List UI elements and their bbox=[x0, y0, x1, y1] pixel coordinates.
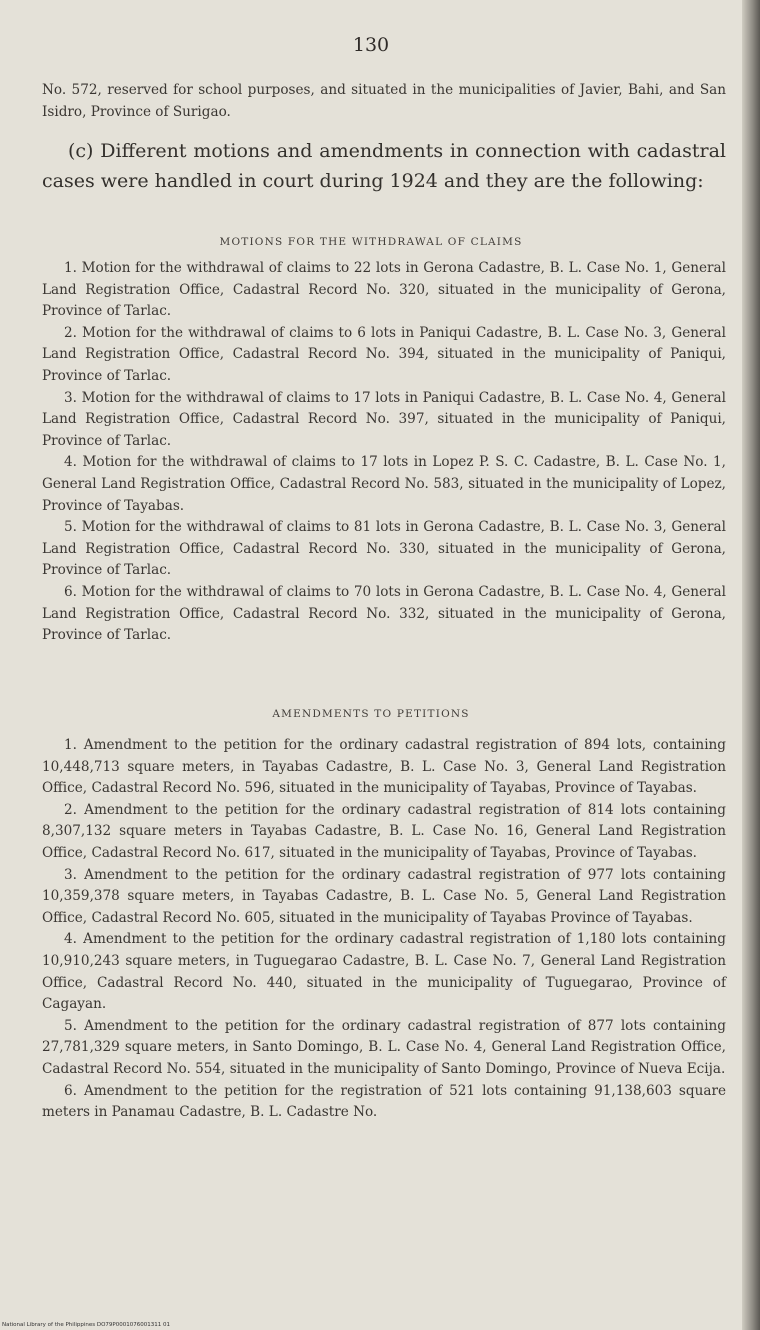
intro-paragraph: No. 572, reserved for school purposes, and situated in the municipalities of Javier, Bahi, and San Isidro, Province of Surigao. bbox=[42, 82, 726, 120]
list-item: 1. Motion for the withdrawal of claims to 22 lots in Gerona Cadastre, B. L. Case No. 1, General Land Registration Office, Cadastral Record No. 320, situated in the municipality of Gerona, Province of Tarlac. bbox=[42, 260, 726, 320]
page-number: 130 bbox=[352, 34, 390, 56]
footer-caption: National Library of the Philippines DO79P0001076001311 01 bbox=[2, 1322, 170, 1328]
list-item: 1. Amendment to the petition for the ordinary cadastral registration of 894 lots, containing 10,448,713 square meters, in Tayabas Cadastre, B. L. Case No. 3, General Land Registration Office, Cadastral Record No. 596, situated in the municipality of Tayabas, Province of Tayabas. bbox=[42, 737, 726, 797]
page-edge-shadow bbox=[742, 0, 760, 1330]
list-item: 4. Motion for the withdrawal of claims to 17 lots in Lopez P. S. C. Cadastre, B. L. Case No. 1, General Land Registration Office, Cadastral Record No. 583, situated in the municipality of Lopez, Province of Tayabas. bbox=[42, 454, 726, 514]
list-item: 2. Motion for the withdrawal of claims to 6 lots in Paniqui Cadastre, B. L. Case No. 3, General Land Registration Office, Cadastral Record No. 394, situated in the municipality of Paniqui, Province of Tarlac. bbox=[42, 324, 726, 384]
section-heading-motions: MOTIONS FOR THE WITHDRAWAL OF CLAIMS bbox=[219, 236, 523, 248]
intro-paragraph-block bbox=[42, 80, 726, 123]
list-item: 5. Motion for the withdrawal of claims to 81 lots in Gerona Cadastre, B. L. Case No. 3, General Land Registration Office, Cadastral Record No. 330, situated in the municipality of Gerona, Province of Tarlac. bbox=[42, 519, 726, 579]
list-item: 2. Amendment to the petition for the ordinary cadastral registration of 814 lots containing 8,307,132 square meters in Tayabas Cadastre, B. L. Case No. 16, General Land Registration Office, Cadastral Record No. 617, situated in the municipality of Tayabas, Province of Tayabas. bbox=[42, 801, 726, 861]
list-item: 6. Amendment to the petition for the registration of 521 lots containing 91,138,603 square meters in Panamau Cadastre, B. L. Cadastre No. bbox=[42, 1082, 726, 1121]
list-item: 3. Motion for the withdrawal of claims to 17 lots in Paniqui Cadastre, B. L. Case No. 4, General Land Registration Office, Cadastral Record No. 397, situated in the municipality of Paniqui, Province of Tarlac. bbox=[42, 389, 726, 449]
list-item: 3. Amendment to the petition for the ordinary cadastral registration of 977 lots containing 10,359,378 square meters, in Tayabas Cadastre, B. L. Case No. 5, General Land Registration Office, Cadastral Record No. 605, situated in the municipality of Tayabas Province of Tayabas. bbox=[42, 866, 726, 926]
amendments-list bbox=[42, 735, 726, 1124]
section-heading-amendments: AMENDMENTS TO PETITIONS bbox=[272, 708, 470, 720]
motions-list bbox=[42, 258, 726, 647]
lead-paragraph: (c) Different motions and amendments in connection with cadastral cases were handled in court during 1924 and they are the following: bbox=[42, 140, 726, 192]
list-item: 4. Amendment to the petition for the ordinary cadastral registration of 1,180 lots containing 10,910,243 square meters, in Tuguegarao Cadastre, B. L. Case No. 7, General Land Registration Office, Cadastral Record No. 440, situated in the municipality of Tuguegarao, Province of Cagayan. bbox=[42, 931, 726, 1013]
list-item: 6. Motion for the withdrawal of claims to 70 lots in Gerona Cadastre, B. L. Case No. 4, General Land Registration Office, Cadastral Record No. 332, situated in the municipality of Gerona, Province of Tarlac. bbox=[42, 583, 726, 644]
list-item: 5. Amendment to the petition for the ordinary cadastral registration of 877 lots containing 27,781,329 square meters, in Santo Domingo, B. L. Case No. 4, General Land Registration Office, Cadastral Record No. 554, situated in the municipality of Santo Domingo, Province of Nueva Ecija. bbox=[42, 1017, 726, 1077]
